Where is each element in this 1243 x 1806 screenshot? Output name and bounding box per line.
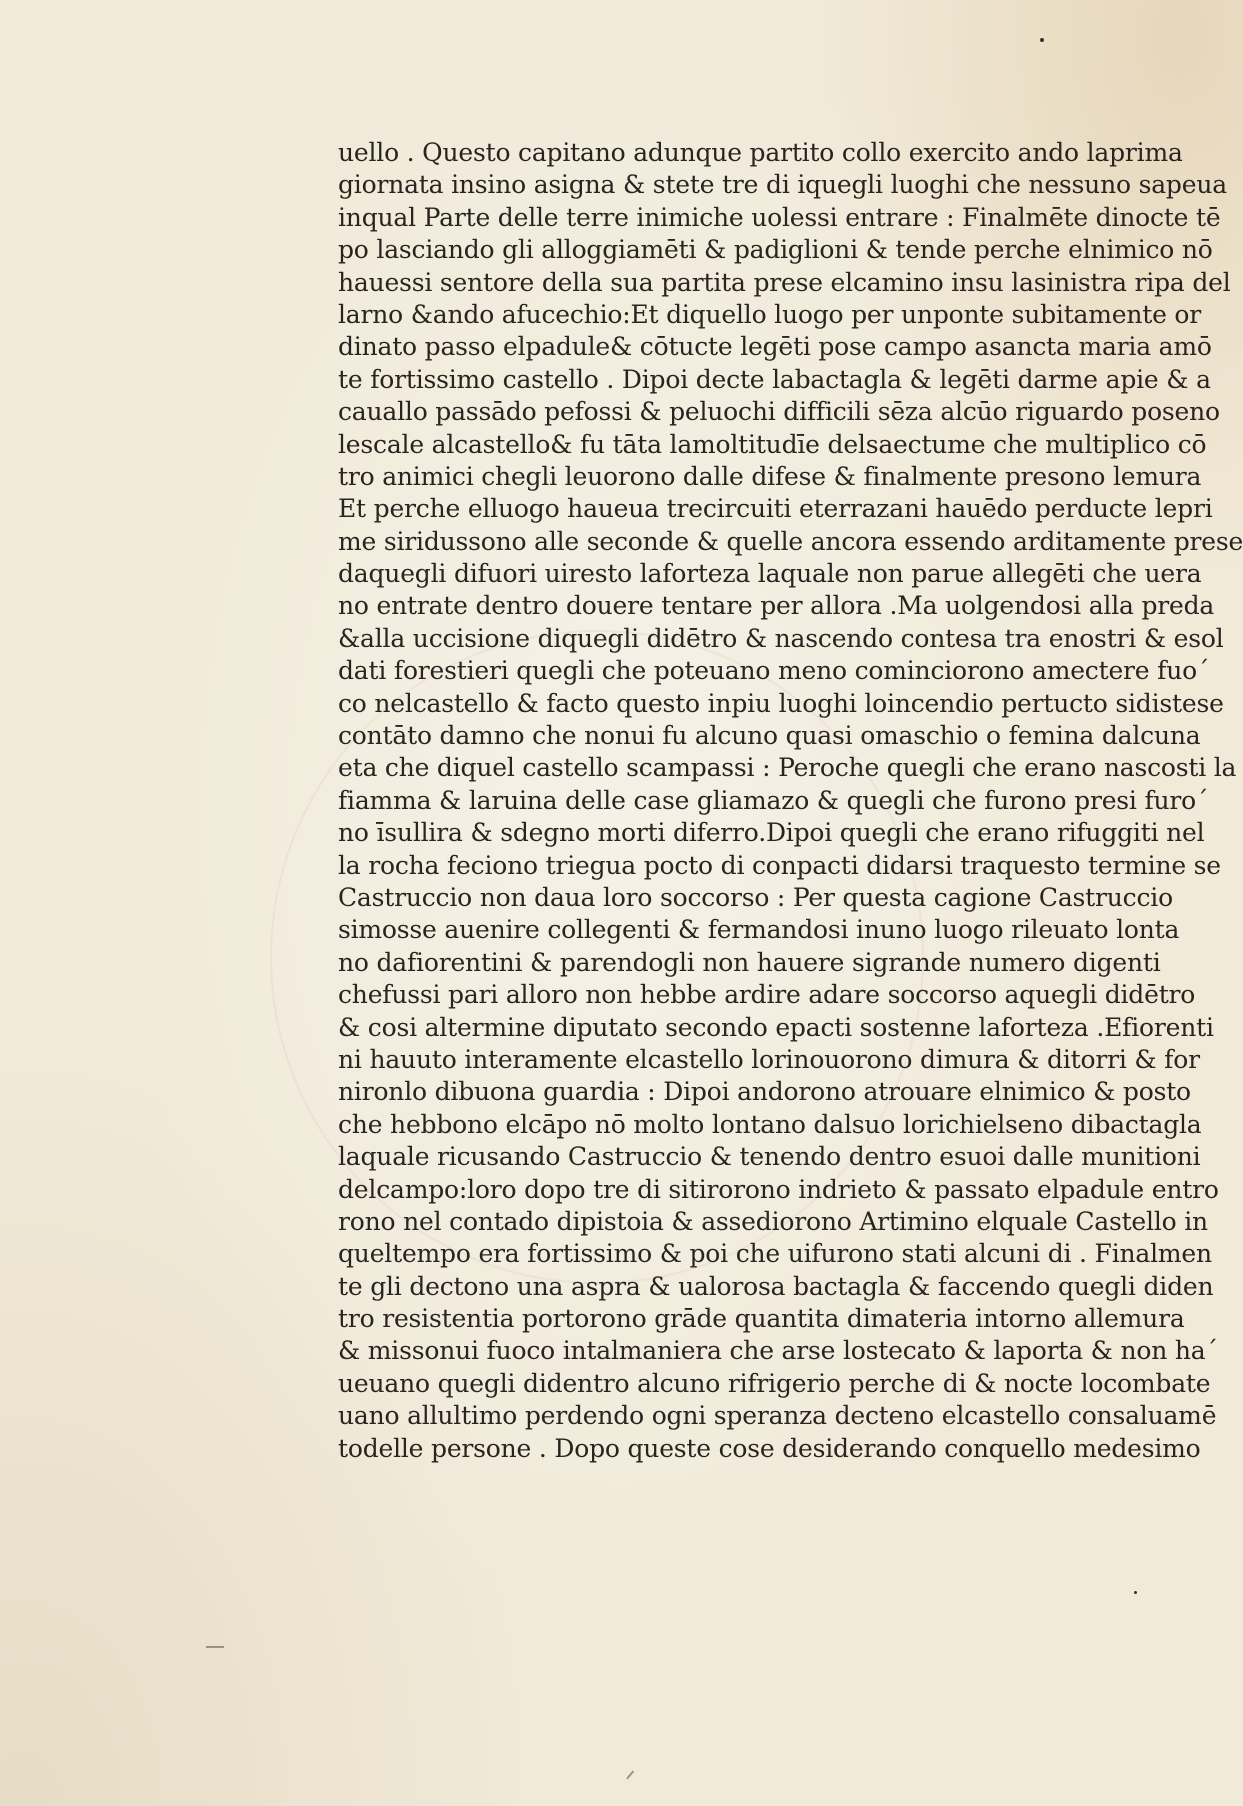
text-line: rono nel contado dipistoia & assediorono Artimino elquale Castello in bbox=[338, 1206, 1208, 1236]
text-line: fiamma & laruina delle case gliamazo & quegli che furono presi furo´ bbox=[338, 785, 1209, 815]
text-line: lescale alcastello& fu tāta lamoltitudīe delsaectume che multiplico cō bbox=[338, 429, 1207, 459]
text-line: Castruccio non daua loro soccorso : Per questa cagione Castruccio bbox=[338, 882, 1173, 912]
margin-mark bbox=[206, 1646, 224, 1648]
text-line: tro animici chegli leuorono dalle difese & finalmente presono lemura bbox=[338, 461, 1202, 491]
text-line: cauallo passādo pefossi & peluochi difficili sēza alcūo riguardo poseno bbox=[338, 397, 1220, 427]
text-line: no īsullira & sdegno morti diferro.Dipoi quegli che erano rifuggiti nel bbox=[338, 818, 1205, 848]
text-line: dati forestieri quegli che poteuano meno cominciorono amectere fuo´ bbox=[338, 656, 1210, 686]
text-line: nironlo dibuona guardia : Dipoi andorono atrouare elnimico & posto bbox=[338, 1077, 1191, 1107]
text-line: giornata insino asigna & stete tre di iquegli luoghi che nessuno sapeua bbox=[338, 170, 1227, 200]
text-line: laquale ricusando Castruccio & tenendo dentro esuoi dalle munitioni bbox=[338, 1142, 1201, 1172]
text-line: la rocha feciono triegua pocto di conpacti didarsi traquesto termine se bbox=[338, 850, 1221, 880]
text-line: &alla uccisione diquegli didētro & nascendo contesa tra enostri & esol bbox=[338, 623, 1224, 653]
ink-speck bbox=[1134, 1591, 1137, 1594]
text-line: inqual Parte delle terre inimiche uolessi entrare : Finalmēte dinocte tē bbox=[338, 202, 1221, 232]
text-line: ni hauuto interamente elcastello lorinouorono dimura & ditorri & for bbox=[338, 1044, 1200, 1074]
text-line: daquegli difuori uiresto laforteza laquale non parue allegēti che uera bbox=[338, 559, 1202, 589]
text-line: po lasciando gli alloggiamēti & padiglioni & tende perche elnimico nō bbox=[338, 235, 1213, 265]
text-line: tro resistentia portorono grāde quantita dimateria intorno allemura bbox=[338, 1304, 1185, 1334]
text-line: simosse auenire collegenti & fermandosi inuno luogo rileuato lonta bbox=[338, 915, 1180, 945]
text-line: dinato passo elpadule& cōtucte legēti pose campo asancta maria amō bbox=[338, 332, 1212, 362]
text-line: hauessi sentore della sua partita prese elcamino insu lasinistra ripa del bbox=[338, 267, 1231, 297]
text-line: no entrate dentro douere tentare per allora .Ma uolgendosi alla preda bbox=[338, 591, 1215, 621]
text-line: che hebbono elcāpo nō molto lontano dalsuo lorichielseno dibactagla bbox=[338, 1109, 1202, 1139]
margin-mark bbox=[626, 1770, 634, 1779]
ink-speck bbox=[1040, 38, 1044, 42]
text-line: larno &ando afucechio:Et diquello luogo per unponte subitamente or bbox=[338, 299, 1202, 329]
text-line: queltempo era fortissimo & poi che uifurono stati alcuni di . Finalmen bbox=[338, 1239, 1212, 1269]
text-line: contāto damno che nonui fu alcuno quasi omaschio o femina dalcuna bbox=[338, 721, 1201, 751]
text-line: te gli dectono una aspra & ualorosa bactagla & faccendo quegli diden bbox=[338, 1271, 1214, 1301]
text-line: delcampo:loro dopo tre di sitirorono indrieto & passato elpadule entro bbox=[338, 1174, 1219, 1204]
text-line: eta che diquel castello scampassi : Peroche quegli che erano nascosti la bbox=[338, 753, 1237, 783]
text-line: co nelcastello & facto questo inpiu luoghi loincendio pertucto sidistese bbox=[338, 688, 1224, 718]
text-line: ueuano quegli didentro alcuno rifrigerio perche di & nocte locombate bbox=[338, 1368, 1211, 1398]
text-line: chefussi pari alloro non hebbe ardire adare soccorso aquegli didētro bbox=[338, 980, 1196, 1010]
text-line: & cosi altermine diputato secondo epacti sostenne laforteza .Efiorenti bbox=[338, 1012, 1214, 1042]
text-line: te fortissimo castello . Dipoi decte labactagla & legēti darme apie & a bbox=[338, 364, 1211, 394]
body-text bbox=[338, 137, 1243, 1465]
text-line: & missonui fuoco intalmaniera che arse lostecato & laporta & non ha´ bbox=[338, 1336, 1218, 1366]
text-line: todelle persone . Dopo queste cose desiderando conquello medesimo bbox=[338, 1433, 1201, 1463]
text-line: me siridussono alle seconde & quelle ancora essendo arditamente prese bbox=[338, 526, 1243, 556]
text-line: uano allultimo perdendo ogni speranza decteno elcastello consaluamē bbox=[338, 1401, 1217, 1431]
text-line: no dafiorentini & parendogli non hauere sigrande numero digenti bbox=[338, 947, 1161, 977]
text-line: uello . Questo capitano adunque partito collo exercito ando laprima bbox=[338, 138, 1183, 167]
text-line: Et perche elluogo haueua trecircuiti eterrazani hauēdo perducte lepri bbox=[338, 494, 1213, 524]
